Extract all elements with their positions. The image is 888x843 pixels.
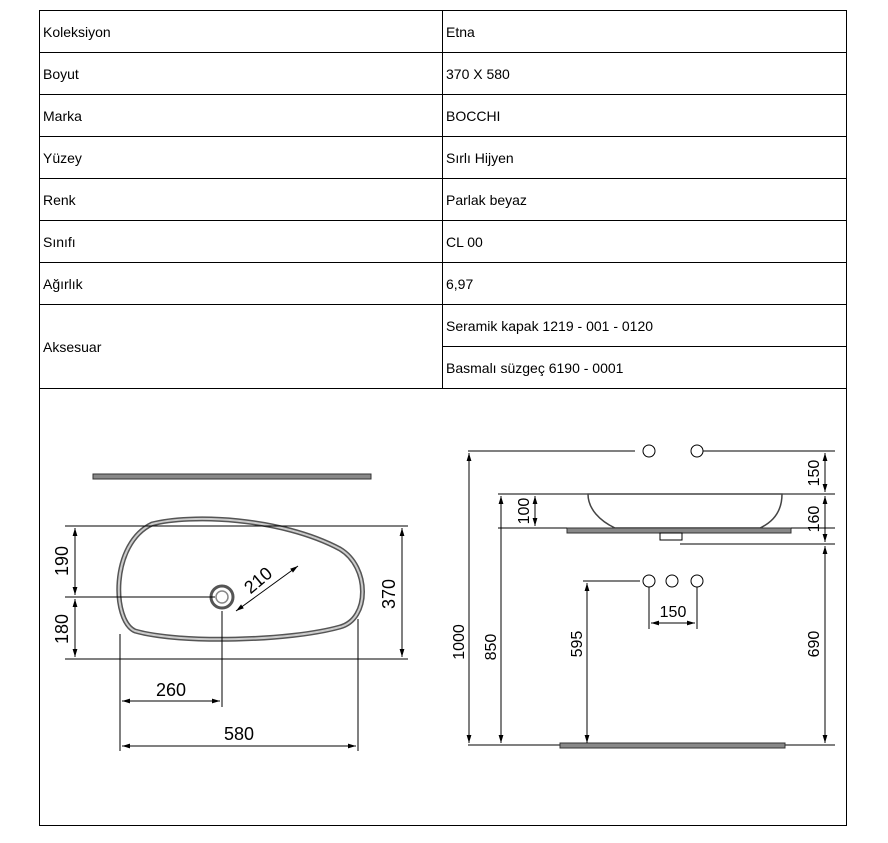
spec-value: 6,97 (446, 275, 474, 292)
accessory-label: Aksesuar (40, 305, 443, 388)
spec-row (40, 137, 846, 179)
dim-150-holes: 150 (659, 604, 687, 621)
waste-outlet (660, 533, 682, 540)
accessory-row (40, 305, 846, 389)
spec-label: Sınıfı (40, 221, 443, 262)
basin-profile (588, 494, 782, 528)
spec-label: Marka (40, 95, 443, 136)
spec-value: Parlak beyaz (446, 191, 527, 208)
spec-value: BOCCHI (446, 107, 501, 124)
dim-210: 210 (240, 563, 277, 598)
spec-row (40, 179, 846, 221)
basin-outline (119, 519, 363, 639)
dim-850: 850 (483, 633, 500, 661)
elevation-view (451, 445, 835, 748)
spec-value: Sırlı Hijyen (446, 149, 514, 166)
spec-label: Boyut (40, 53, 443, 94)
accessory-item: Seramik kapak 1219 - 001 - 0120 (443, 305, 846, 347)
dim-370: 370 (379, 578, 399, 610)
drain-inner (216, 591, 228, 603)
technical-drawing (40, 389, 848, 825)
dim-595: 595 (569, 630, 586, 658)
wall-hole (643, 575, 655, 587)
dim-580: 580 (223, 724, 255, 744)
dim-1000: 1000 (451, 624, 468, 660)
dim-160: 160 (806, 505, 823, 533)
dim-150: 150 (806, 459, 823, 487)
spec-row (40, 11, 846, 53)
spec-row (40, 95, 846, 137)
spec-value: Etna (446, 23, 475, 40)
countertop-slab-top (93, 474, 371, 479)
wall-hole (691, 575, 703, 587)
floor-slab (560, 743, 785, 748)
plan-view (52, 474, 408, 751)
spec-row (40, 221, 846, 263)
spec-label: Renk (40, 179, 443, 220)
spec-value: CL 00 (446, 233, 483, 250)
tap-hole (643, 445, 655, 457)
basin-inner-line (119, 519, 363, 639)
wall-hole (666, 575, 678, 587)
countertop-slab (567, 528, 791, 533)
dim-690: 690 (806, 630, 823, 658)
spec-sheet (39, 10, 847, 826)
spec-label: Yüzey (40, 137, 443, 178)
dim-180: 180 (52, 613, 72, 645)
dim-100: 100 (516, 497, 533, 525)
dim-260: 260 (155, 680, 187, 700)
spec-label: Ağırlık (40, 263, 443, 304)
dim-190: 190 (52, 545, 72, 577)
tap-hole (691, 445, 703, 457)
accessory-item: Basmalı süzgeç 6190 - 0001 (446, 360, 624, 376)
spec-value: 370 X 580 (446, 65, 510, 82)
spec-label: Koleksiyon (40, 11, 443, 52)
spec-row (40, 53, 846, 95)
spec-row (40, 263, 846, 305)
